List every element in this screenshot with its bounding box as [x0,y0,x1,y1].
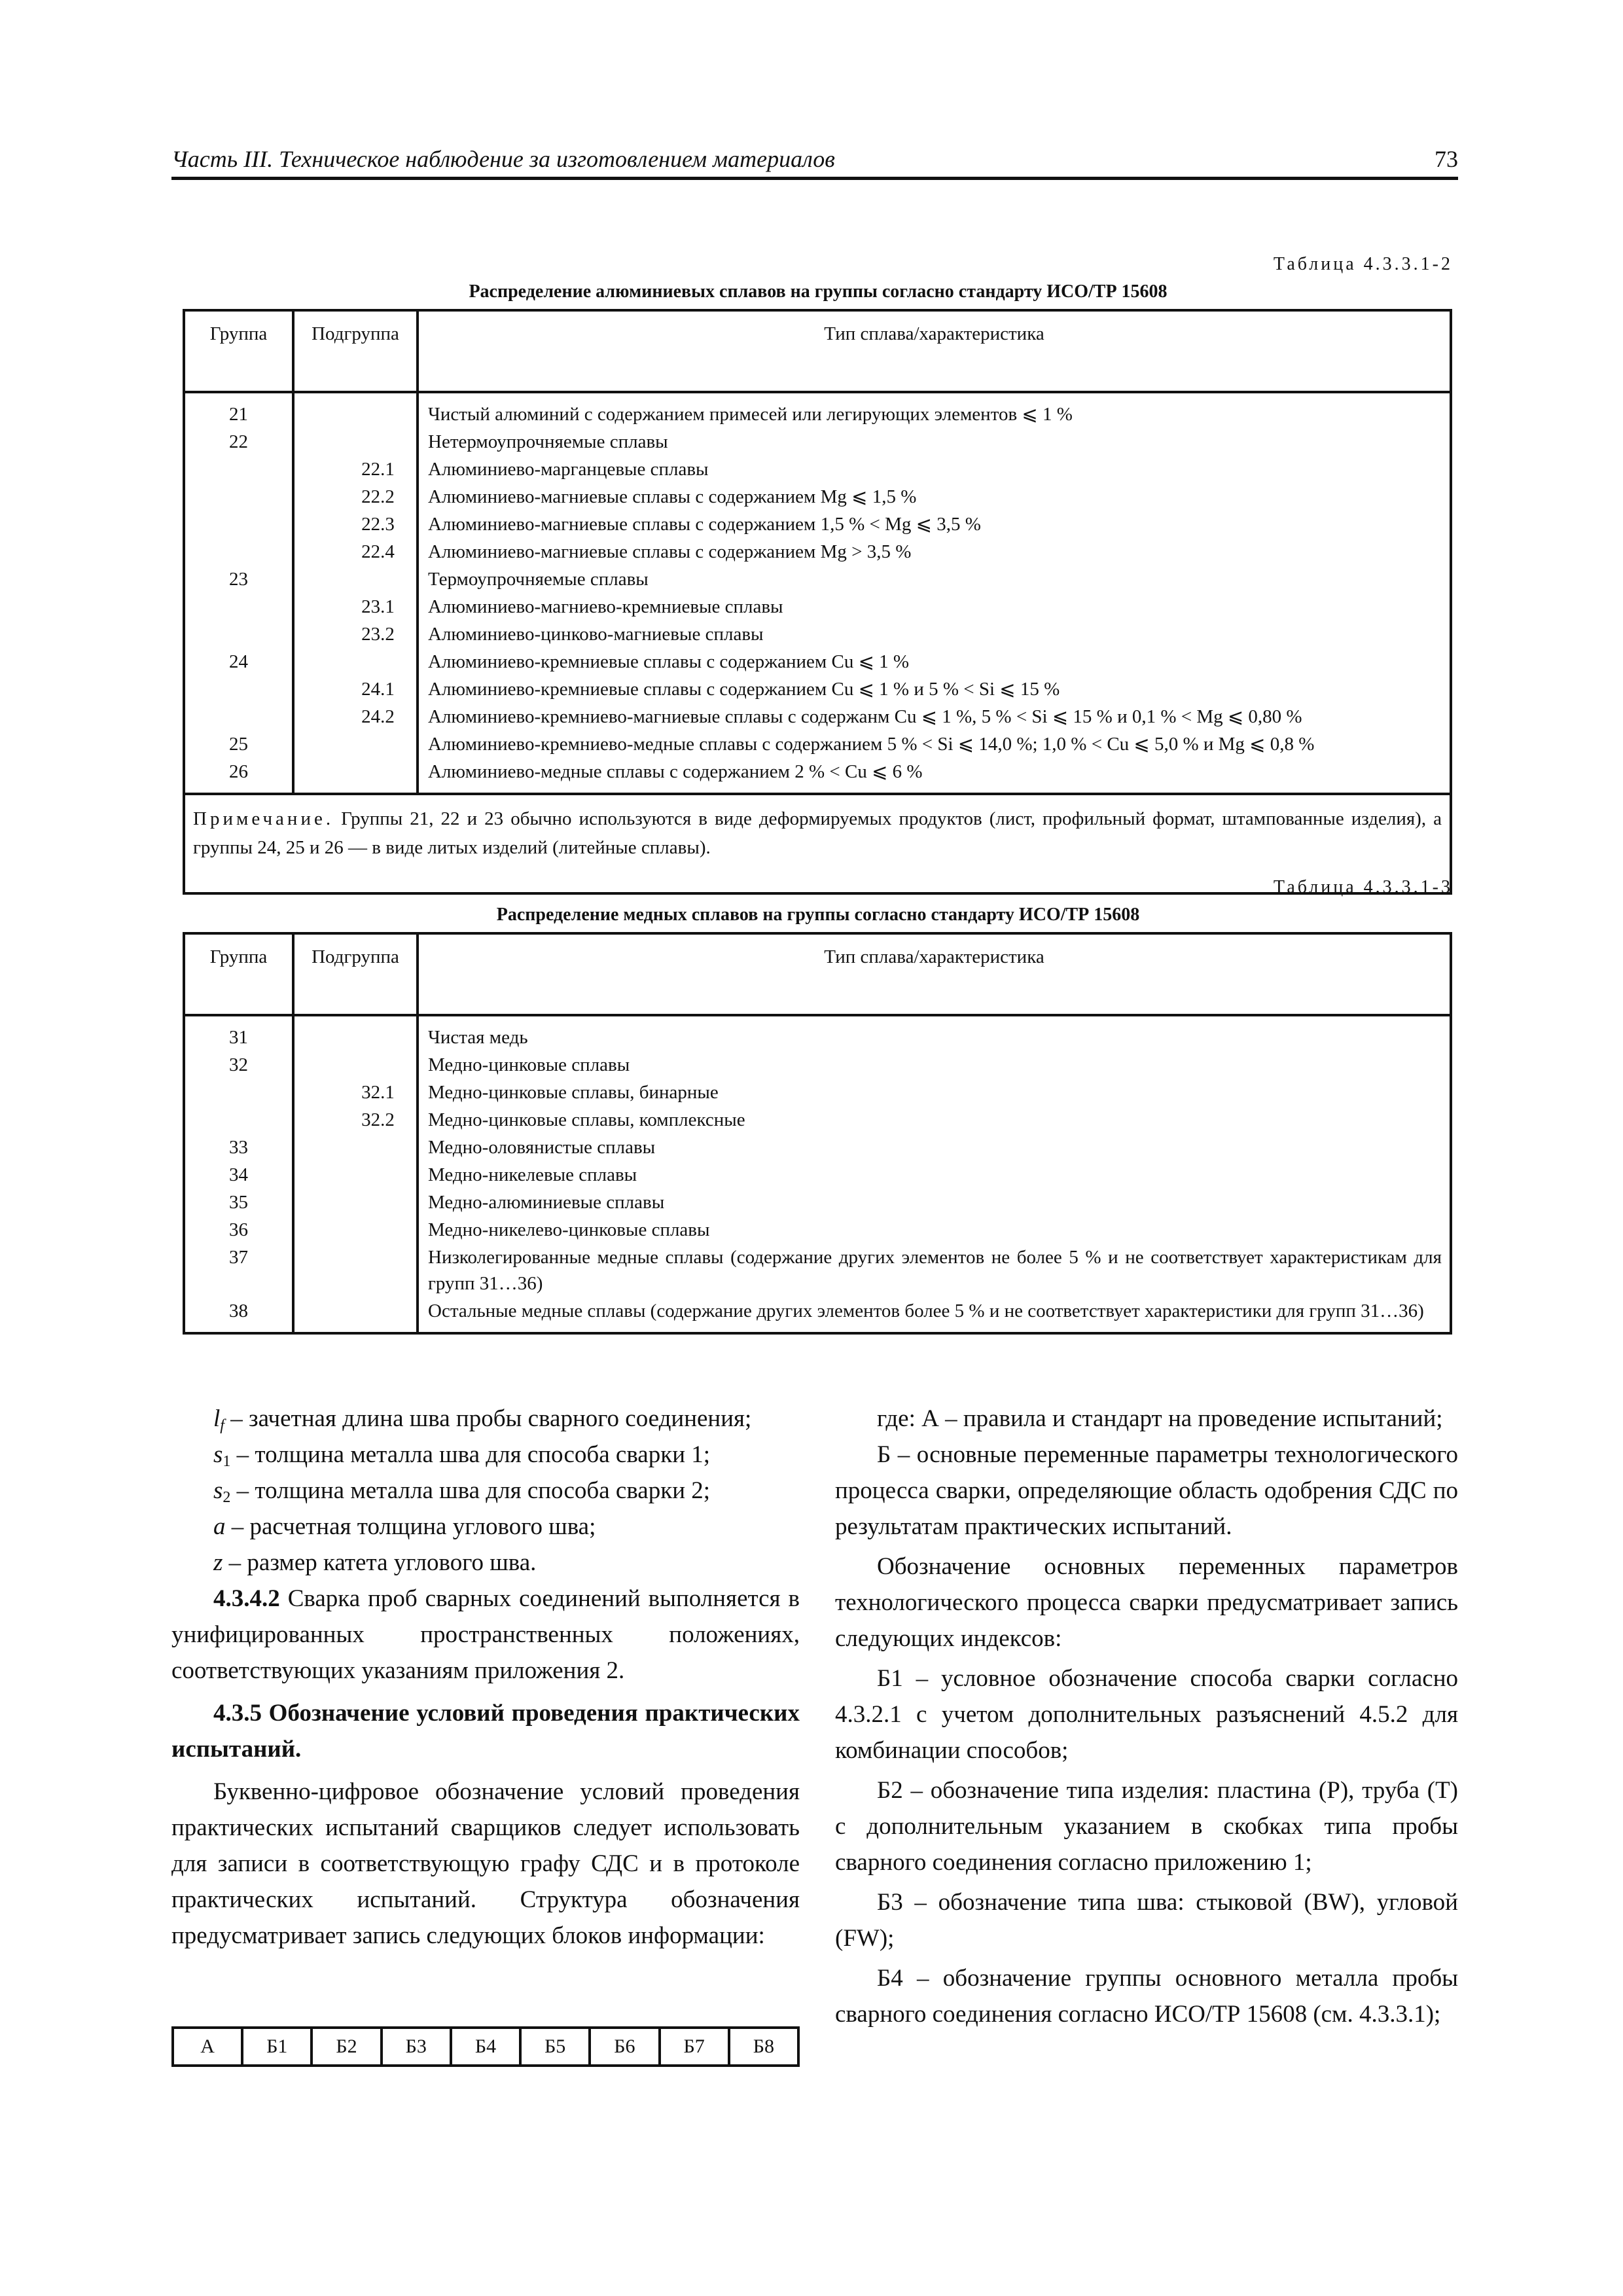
block-cell: Б7 [660,2028,729,2066]
cell-type: Нетермоупрочняемые сплавы [418,428,1451,456]
section-text-435: Буквенно-цифровое обозначение условий проведения практических испытаний сварщиков следует использовать для записи в соответствующую графу СДС и в протоколе практических испытаний. Структура обозначения предусматривает запись следующих блоков информации: [171,1778,800,1949]
table-row [184,703,1451,730]
cell-subgroup: 22.4 [293,538,418,565]
running-title: Часть III. Техническое наблюдение за изготовлением материалов [171,146,835,172]
cell-subgroup [293,1134,418,1161]
cell-group [184,538,293,565]
cell-subgroup: 23.2 [293,620,418,648]
table-row [184,1161,1451,1189]
cell-subgroup [293,1051,418,1079]
cell-group: 36 [184,1216,293,1244]
table1-header-subgroup: Подгруппа [293,310,418,392]
table-row [184,1134,1451,1161]
def-s2: $s_2$ – толщина металла шва для способа сварки 2; [213,1477,711,1506]
block-cell: Б5 [520,2028,590,2066]
cell-group: 24 [184,648,293,675]
table2-header-subgroup: Подгруппа [293,933,418,1015]
cell-group [184,511,293,538]
table-row [184,620,1451,648]
table-row [184,648,1451,675]
block-cell: Б8 [729,2028,798,2066]
cell-type: Медно-цинковые сплавы [418,1051,1451,1079]
cell-type: Алюминиево-магниевые сплавы с содержанием Mg > 3,5 % [418,538,1451,565]
table2-caption: Распределение медных сплавов на группы согласно стандарту ИСО/ТР 15608 [496,905,1140,925]
cell-type: Чистый алюминий с содержанием примесей или легирующих элементов ⩽ 1 % [418,392,1451,428]
block-cell: Б4 [451,2028,520,2066]
section-heading-435: 4.3.5 Обозначение условий проведения практических испытаний. [171,1700,800,1763]
right-para-2: Б – основные переменные параметры технологического процесса сварки, определяющие область одобрения СДС по результатам практических испытаний. [835,1441,1458,1540]
cell-subgroup [293,1216,418,1244]
cell-subgroup [293,648,418,675]
def-s1: $s_1$ – толщина металла шва для способа сварки 1; [213,1441,711,1470]
cell-group: 37 [184,1244,293,1297]
table2-header-type: Тип сплава/характеристика [418,933,1451,1015]
cell-type: Медно-алюминиевые сплавы [418,1189,1451,1216]
table-row [184,675,1451,703]
page-header [171,143,1458,180]
block-cell: А [173,2028,242,2066]
cell-subgroup [293,565,418,593]
table1-caption: Распределение алюминиевых сплавов на группы согласно стандарту ИСО/ТР 15608 [469,281,1168,302]
cell-type: Алюминиево-кремниево-магниевые сплавы с содержанм Cu ⩽ 1 %, 5 % < Si ⩽ 15 % и 0,1 % < Mg ⩽ 0,80 % [418,703,1451,730]
cell-group [184,483,293,511]
right-column [835,1401,1458,2032]
cell-subgroup [293,1161,418,1189]
table1-header-group: Группа [184,310,293,392]
cell-group [184,675,293,703]
cell-type: Алюминиево-магниевые сплавы с содержанием 1,5 % < Mg ⩽ 3,5 % [418,511,1451,538]
cell-subgroup [293,730,418,758]
right-para-1: где: А – правила и стандарт на проведение испытаний; [877,1405,1443,1432]
cell-group: 22 [184,428,293,456]
def-z: z – размер катета углового шва. [213,1549,537,1576]
table-row [184,758,1451,794]
cell-type: Алюминиево-цинково-магниевые сплавы [418,620,1451,648]
table-row [184,456,1451,483]
right-para-7: Б4 – обозначение группы основного металла пробы сварного соединения согласно ИСО/ТР 15608 (см. 4.3.3.1); [835,1965,1458,2028]
cell-subgroup: 22.3 [293,511,418,538]
cell-type: Термоупрочняемые сплавы [418,565,1451,593]
cell-group [184,1106,293,1134]
table-row [184,1106,1451,1134]
table-row [184,392,1451,428]
right-para-4: Б1 – условное обозначение способа сварки согласно 4.3.2.1 с учетом дополнительных разъяснений 4.5.2 для комбинации способов; [835,1665,1458,1764]
cell-group: 33 [184,1134,293,1161]
cell-type: Остальные медные сплавы (содержание других элементов более 5 % и не соответствует характеристики для групп 31…36) [418,1297,1451,1333]
table-row [184,1051,1451,1079]
cell-subgroup [293,428,418,456]
def-a: a – расчетная толщина углового шва; [213,1513,596,1540]
right-para-6: Б3 – обозначение типа шва: стыковой (BW), угловой (FW); [835,1889,1458,1952]
cell-type: Чистая медь [418,1015,1451,1051]
table-row [184,1216,1451,1244]
page-number: 73 [1435,146,1458,172]
table-row [184,511,1451,538]
left-column [171,1401,800,1954]
aluminium-alloy-table [183,309,1452,895]
cell-subgroup [293,392,418,428]
cell-type: Алюминиево-медные сплавы с содержанием 2 % < Cu ⩽ 6 % [418,758,1451,794]
cell-group [184,703,293,730]
table1-note-text: Группы 21, 22 и 23 обычно используются в виде деформируемых продуктов (лист, профильный формат, штампованные изделия), а группы 24, 25 и 26 — в виде литых изделий (литейные сплавы). [193,808,1442,858]
cell-subgroup: 23.1 [293,593,418,620]
cell-subgroup: 32.1 [293,1079,418,1106]
block-cell: Б3 [382,2028,451,2066]
cell-type: Медно-никелево-цинковые сплавы [418,1216,1451,1244]
cell-type: Алюминиево-марганцевые сплавы [418,456,1451,483]
cell-type: Низколегированные медные сплавы (содержание других элементов не более 5 % и не соответствует характеристикам для групп 31…36) [418,1244,1451,1297]
cell-type: Алюминиево-магниево-кремниевые сплавы [418,593,1451,620]
cell-type: Медно-никелевые сплавы [418,1161,1451,1189]
cell-group [184,1079,293,1106]
table-row [184,1244,1451,1297]
def-lf: $l_f$ – зачетная длина шва пробы сварного соединения; [213,1405,752,1434]
block-cell: Б2 [312,2028,381,2066]
right-para-5: Б2 – обозначение типа изделия: пластина (P), труба (T) с дополнительным указанием в скобках типа пробы сварного соединения согласно приложению 1; [835,1777,1458,1876]
cell-subgroup: 24.1 [293,675,418,703]
cell-type: Алюминиево-кремниево-медные сплавы с содержанием 5 % < Si ⩽ 14,0 %; 1,0 % < Cu ⩽ 5,0 % и Mg ⩽ 0,8 % [418,730,1451,758]
right-para-3: Обозначение основных переменных параметров технологического процесса сварки предусматривает запись следующих индексов: [835,1553,1458,1652]
cell-type: Медно-цинковые сплавы, бинарные [418,1079,1451,1106]
table-row [184,428,1451,456]
table1-note-label: Примечание. [193,808,334,829]
cell-subgroup [293,1297,418,1333]
cell-group [184,593,293,620]
cell-subgroup: 24.2 [293,703,418,730]
table-row [184,1015,1451,1051]
cell-group: 31 [184,1015,293,1051]
cell-subgroup: 32.2 [293,1106,418,1134]
cell-group: 38 [184,1297,293,1333]
block-cell: Б6 [590,2028,659,2066]
table-row [184,1189,1451,1216]
cell-subgroup [293,1189,418,1216]
cell-type: Алюминиево-кремниевые сплавы с содержанием Cu ⩽ 1 % и 5 % < Si ⩽ 15 % [418,675,1451,703]
designation-blocks [171,2026,800,2067]
table-row [184,1297,1451,1333]
block-cell: Б1 [242,2028,312,2066]
cell-subgroup: 22.2 [293,483,418,511]
table-row [184,1079,1451,1106]
cell-type: Медно-цинковые сплавы, комплексные [418,1106,1451,1134]
cell-group: 23 [184,565,293,593]
table1-label: Таблица 4.3.3.1-2 [1273,254,1453,274]
table-row [184,483,1451,511]
table2-header-group: Группа [184,933,293,1015]
cell-group: 26 [184,758,293,794]
cell-type: Алюминиево-кремниевые сплавы с содержанием Cu ⩽ 1 % [418,648,1451,675]
cell-subgroup [293,1015,418,1051]
cell-type: Медно-оловянистые сплавы [418,1134,1451,1161]
cell-type: Алюминиево-магниевые сплавы с содержанием Mg ⩽ 1,5 % [418,483,1451,511]
cell-group [184,620,293,648]
table-row [184,538,1451,565]
cell-subgroup [293,1244,418,1297]
table-row [184,730,1451,758]
copper-alloy-table [183,932,1452,1335]
cell-group: 21 [184,392,293,428]
cell-subgroup [293,758,418,794]
para-4342: 4.3.4.2 Сварка проб сварных соединений выполняется в унифицированных пространственных положениях, соответствующих указаниям приложения 2. [171,1585,800,1684]
cell-group [184,456,293,483]
cell-group: 35 [184,1189,293,1216]
cell-subgroup: 22.1 [293,456,418,483]
cell-group: 32 [184,1051,293,1079]
table-row [184,593,1451,620]
cell-group: 34 [184,1161,293,1189]
table2-label: Таблица 4.3.3.1-3 [1273,877,1453,897]
cell-group: 25 [184,730,293,758]
table1-header-type: Тип сплава/характеристика [418,310,1451,392]
table-row [184,565,1451,593]
